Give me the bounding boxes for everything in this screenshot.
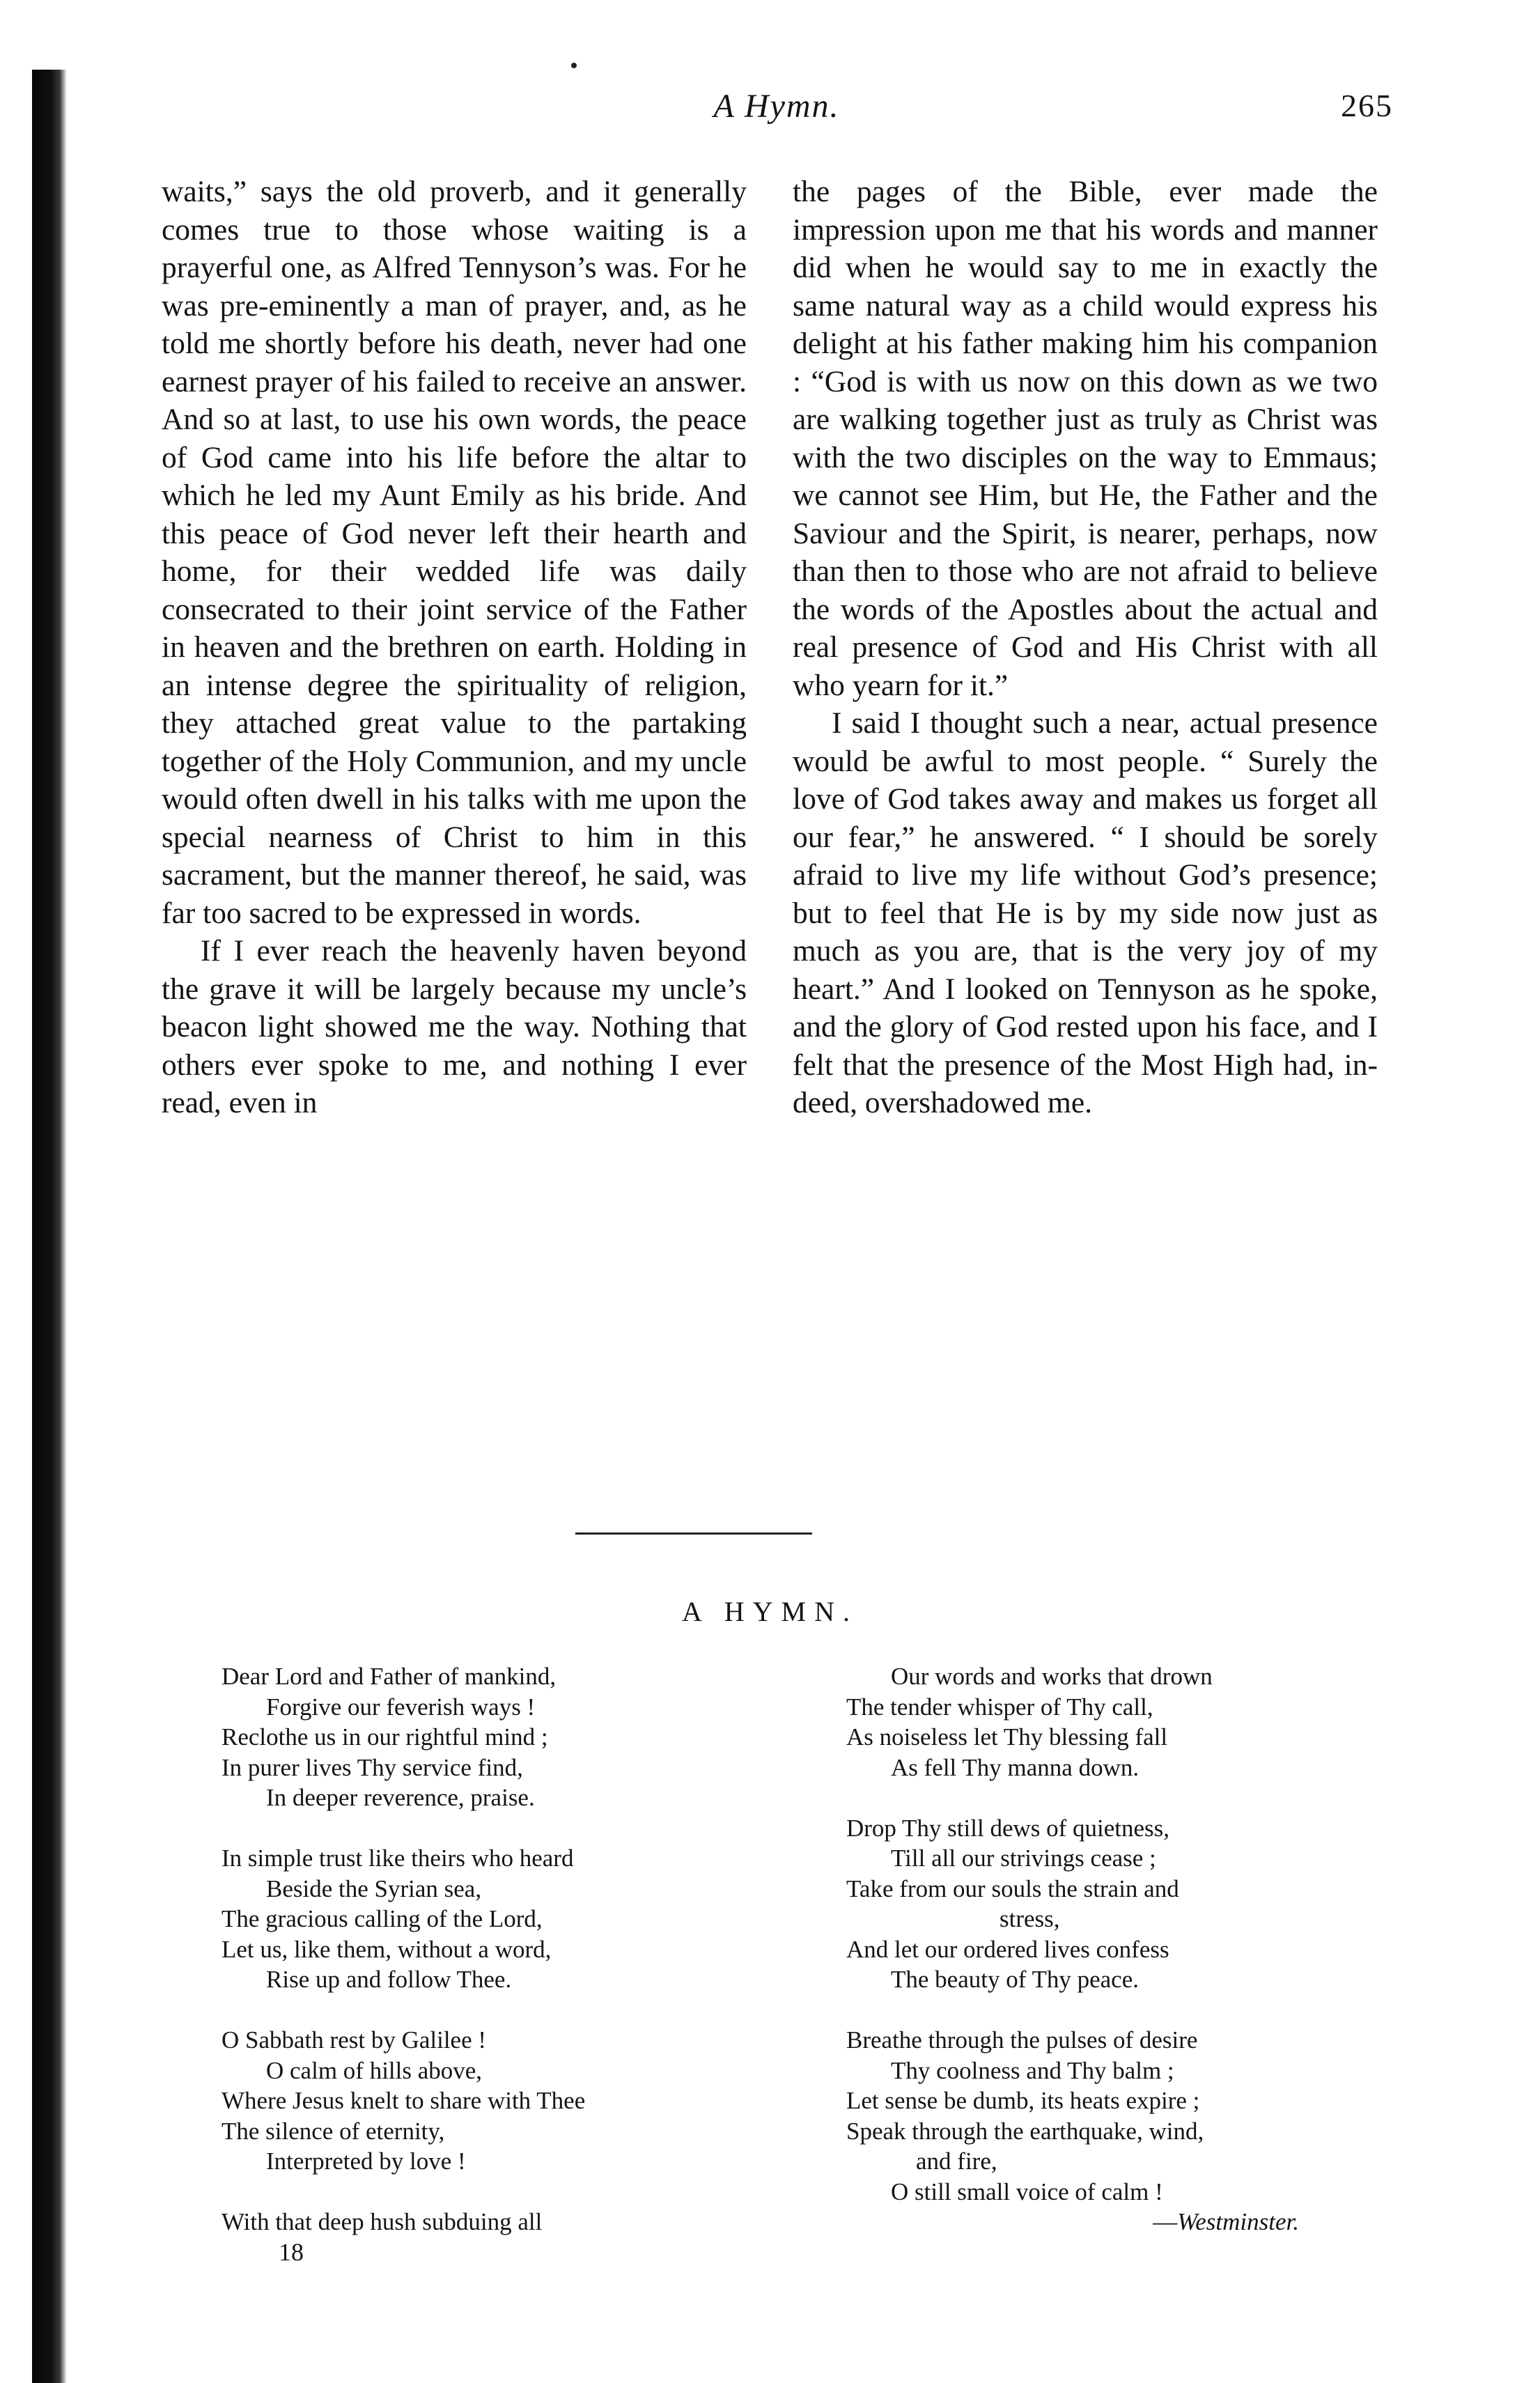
verse-line: Let us, like them, without a word,: [221, 1935, 552, 1963]
running-title: A Hymn.: [713, 88, 840, 125]
verse-line: The beauty of Thy peace.: [891, 1966, 1139, 1993]
verse-line: As fell Thy manna down.: [891, 1753, 1140, 1781]
hymn-stanza: [846, 1661, 1390, 1783]
verse-line: The silence of eternity,: [221, 2117, 445, 2145]
paragraph: If I ever reach the heavenly haven beyond the grave it will be largely because my uncle’s beacon light showed me the way. Nothing that others ever spoke to me, and nothing I ever read, even in: [162, 934, 747, 1119]
verse-line: The tender whisper of Thy call,: [846, 1693, 1153, 1721]
binding-edge: [0, 0, 15, 2383]
verse-line: Speak through the earthquake, wind,: [846, 2117, 1204, 2145]
left-text-column: [162, 173, 747, 1122]
hymn-stanza: [846, 1813, 1390, 1995]
verse-line: Dear Lord and Father of mankind,: [221, 1663, 557, 1690]
hymn-left-column: [221, 1661, 751, 2267]
verse-line: Take from our souls the strain and: [846, 1874, 1179, 1902]
verse-line: O calm of hills above,: [266, 2056, 483, 2084]
verse-line: Reclothe us in our rightful mind ;: [221, 1723, 548, 1751]
verse-line: Interpreted by love !: [266, 2148, 466, 2175]
binding-shadow: [32, 70, 67, 2383]
verse-line: Forgive our feverish ways !: [266, 1693, 536, 1721]
hymn-stanza: [221, 1661, 751, 1813]
paragraph: I said I thought such a near, actual presence would be awful to most people. “ Surely the love of God takes away and makes us forget all our fear,” he answered. “ I should be sorely afraid to live my life without God’s presence; but to feel that He is by my side now just as much as you are, that is the very joy of my heart.” And I looked on Tennyson as he spoke, and the glory of God rested upon his face, and I felt that the presence of the Most High had, indeed, overshadowed me.: [793, 706, 1378, 1119]
running-head: [160, 87, 1393, 136]
verse-line: Drop Thy still dews of quietness,: [846, 1814, 1170, 1842]
attribution-dash: —: [1153, 2208, 1178, 2235]
verse-line: Beside the Syrian sea,: [266, 1874, 482, 1902]
verse-line: Till all our strivings cease ;: [891, 1845, 1156, 1872]
verse-line: and fire,: [916, 2148, 997, 2175]
page-number: 265: [1341, 88, 1393, 123]
verse-line: And let our ordered lives confess: [846, 1935, 1169, 1963]
verse-line: Rise up and follow Thee.: [266, 1966, 512, 1993]
hymn-stanza: [221, 2207, 751, 2237]
hymn-stanza: [221, 1843, 751, 1995]
signature-mark: 18: [279, 2238, 304, 2266]
verse-line: Let sense be dumb, its heats expire ;: [846, 2087, 1200, 2114]
verse-line: The gracious calling of the Lord,: [221, 1905, 543, 1932]
verse-line: stress,: [1000, 1905, 1060, 1932]
verse-line: In simple trust like theirs who heard: [221, 1845, 574, 1872]
verse-line: Where Jesus knelt to share with Thee: [221, 2087, 586, 2114]
hymn-stanza: [221, 2025, 751, 2177]
ink-dot: [571, 63, 577, 68]
verse-line: O Sabbath rest by Galilee !: [221, 2026, 487, 2054]
verse-line: With that deep hush subduing all: [221, 2208, 543, 2235]
verse-line: O still small voice of calm !: [891, 2178, 1163, 2205]
verse-line: Our words and works that drown: [891, 1663, 1213, 1690]
hymn-stanza: [846, 2025, 1390, 2237]
paragraph: waits,” says the old proverb, and it generally comes true to those whose waiting is a prayerful one, as Alfred Tennyson’s was. For he was pre-eminently a man of prayer, and, as he told me shortly before his death, never had one earnest prayer of his failed to receive an answer. And so at last, to use his own words, the peace of God came into his life before the altar to which he led my Aunt Emily as his bride. And this peace of God never left their hearth and home, for their wedded life was daily consecrated to their joint service of the Father in heaven and the brethren on earth. Holding in an intense degree the spirituality of religion, they attached great value to the partaking together of the Holy Communion, and my uncle would often dwell in his talks with me upon the special nearness of Christ to him in this sacrament, but the manner thereof, he said, was far too sacred to be expressed in words.: [162, 175, 747, 930]
verse-line: In purer lives Thy service find,: [221, 1753, 523, 1781]
hymn-attribution: [846, 2207, 1390, 2237]
paragraph: the pages of the Bible, ever made the impression upon me that his words and manner did when he would say to me in exactly the same natural way as a child would express his delight at his father making him his companion : “God is with us now on this down as we two are walking together just as truly as Christ was with the two disciples on the way to Emmaus; we cannot see Him, but He, the Father and the Saviour and the Spirit, is nearer, perhaps, now than then to those who are not afraid to believe the words of the Apostles about the actual and real presence of God and His Christ with all who yearn for it.”: [793, 175, 1378, 702]
verse-line: As noiseless let Thy blessing fall: [846, 1723, 1168, 1751]
attribution-source: Westminster.: [1177, 2208, 1299, 2235]
hymn-right-column: [846, 1661, 1390, 2267]
verse-line: Breathe through the pulses of desire: [846, 2026, 1198, 2054]
hymn-heading: A HYMN.: [682, 1596, 858, 1627]
section-divider: [575, 1532, 812, 1535]
verse-line: In deeper reverence, praise.: [266, 1784, 535, 1811]
right-text-column: [793, 173, 1378, 1122]
verse-line: Thy coolness and Thy balm ;: [891, 2056, 1174, 2084]
